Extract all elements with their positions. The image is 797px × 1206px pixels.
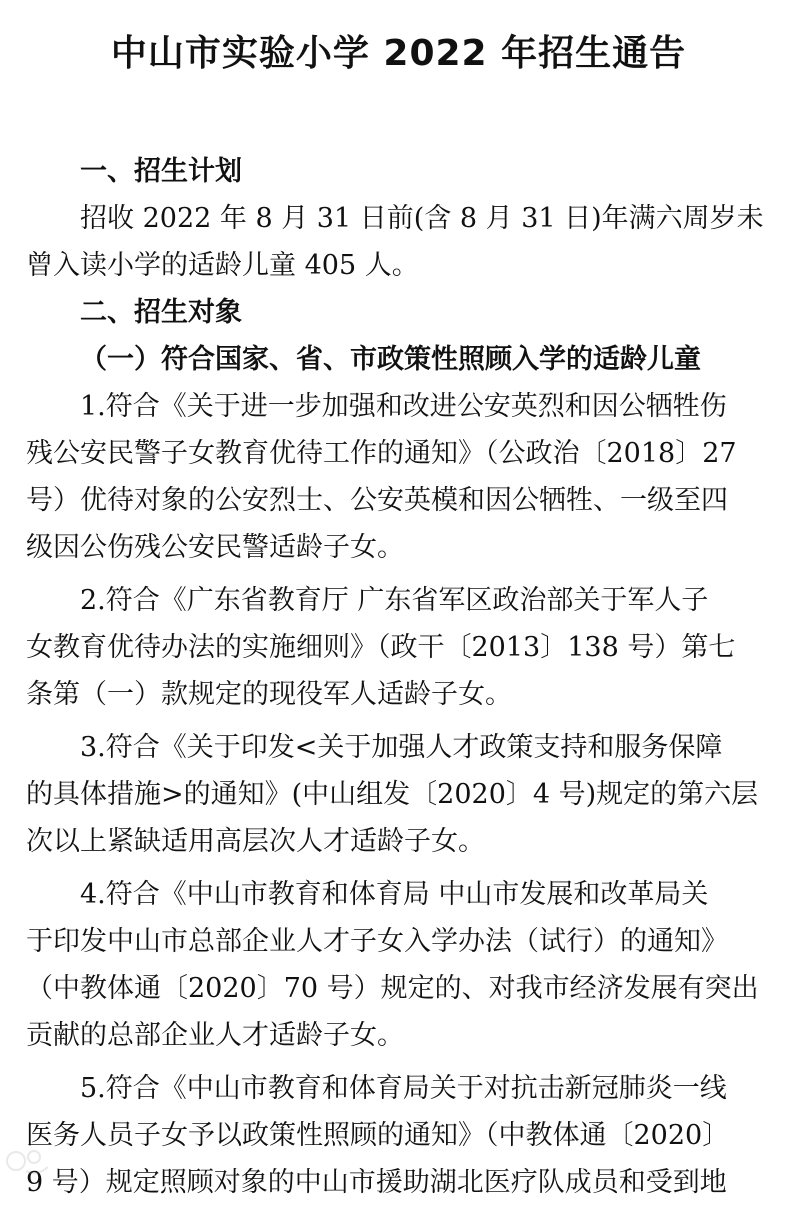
text-line: 级因公伤残公安民警适龄子女。 xyxy=(26,532,404,563)
watermark-icon xyxy=(4,1143,52,1179)
text-line: 曾入读小学的适龄儿童 405 人。 xyxy=(26,250,419,281)
list-item-2 xyxy=(26,577,772,718)
text-line: 条第（一）款规定的现役军人适龄子女。 xyxy=(26,679,512,710)
paragraph-plan xyxy=(26,195,772,289)
text-line: 次以上紧缺适用高层次人才适龄子女。 xyxy=(26,826,485,857)
text-line: 女教育优待办法的实施细则》（政干〔2013〕138 号）第七 xyxy=(26,632,736,663)
text-line: 的具体措施>的通知》(中山组发〔2020〕4 号)规定的第六层 xyxy=(26,779,759,810)
subsection-heading-policy: （一）符合国家、省、市政策性照顾入学的适龄儿童 xyxy=(80,344,701,375)
text-line: 1.符合《关于进一步加强和改进公安英烈和因公牺牲伤 xyxy=(80,391,727,422)
page-title: 中山市实验小学 2022 年招生通告 xyxy=(110,33,687,74)
text-line: 4.符合《中山市教育和体育局 中山市发展和改革局关 xyxy=(80,879,709,910)
text-line: 2.符合《广东省教育厅 广东省军区政治部关于军人子 xyxy=(80,585,709,616)
text-line: 残公安民警子女教育优待工作的通知》（公政治〔2018〕27 xyxy=(26,438,737,469)
text-line: （中教体通〔2020〕70 号）规定的、对我市经济发展有突出 xyxy=(26,973,759,1004)
section-heading-target: 二、招生对象 xyxy=(80,297,242,328)
text-line: 5.符合《中山市教育和体育局关于对抗击新冠肺炎一线 xyxy=(80,1073,727,1104)
text-line: 招收 2022 年 8 月 31 日前(含 8 月 31 日)年满六周岁未 xyxy=(80,203,764,234)
section-heading-plan: 一、招生计划 xyxy=(80,156,242,187)
text-line: 9 号）规定照顾对象的中山市援助湖北医疗队成员和受到地 xyxy=(26,1167,727,1198)
text-line: 号）优待对象的公安烈士、公安英模和因公牺牲、一级至四 xyxy=(26,485,728,516)
text-line: 医务人员子女予以政策性照顾的通知》（中教体通〔2020〕 xyxy=(26,1120,730,1151)
text-line: 3.符合《关于印发<关于加强人才政策支持和服务保障 xyxy=(80,732,723,763)
list-item-5 xyxy=(26,1065,772,1206)
list-item-4 xyxy=(26,871,772,1059)
text-line: 贡献的总部企业人才适龄子女。 xyxy=(26,1020,404,1051)
list-item-1 xyxy=(26,383,772,571)
document-body xyxy=(26,148,772,1206)
text-line: 于印发中山市总部企业人才子女入学办法（试行）的通知》 xyxy=(26,926,728,957)
list-item-3 xyxy=(26,724,772,865)
